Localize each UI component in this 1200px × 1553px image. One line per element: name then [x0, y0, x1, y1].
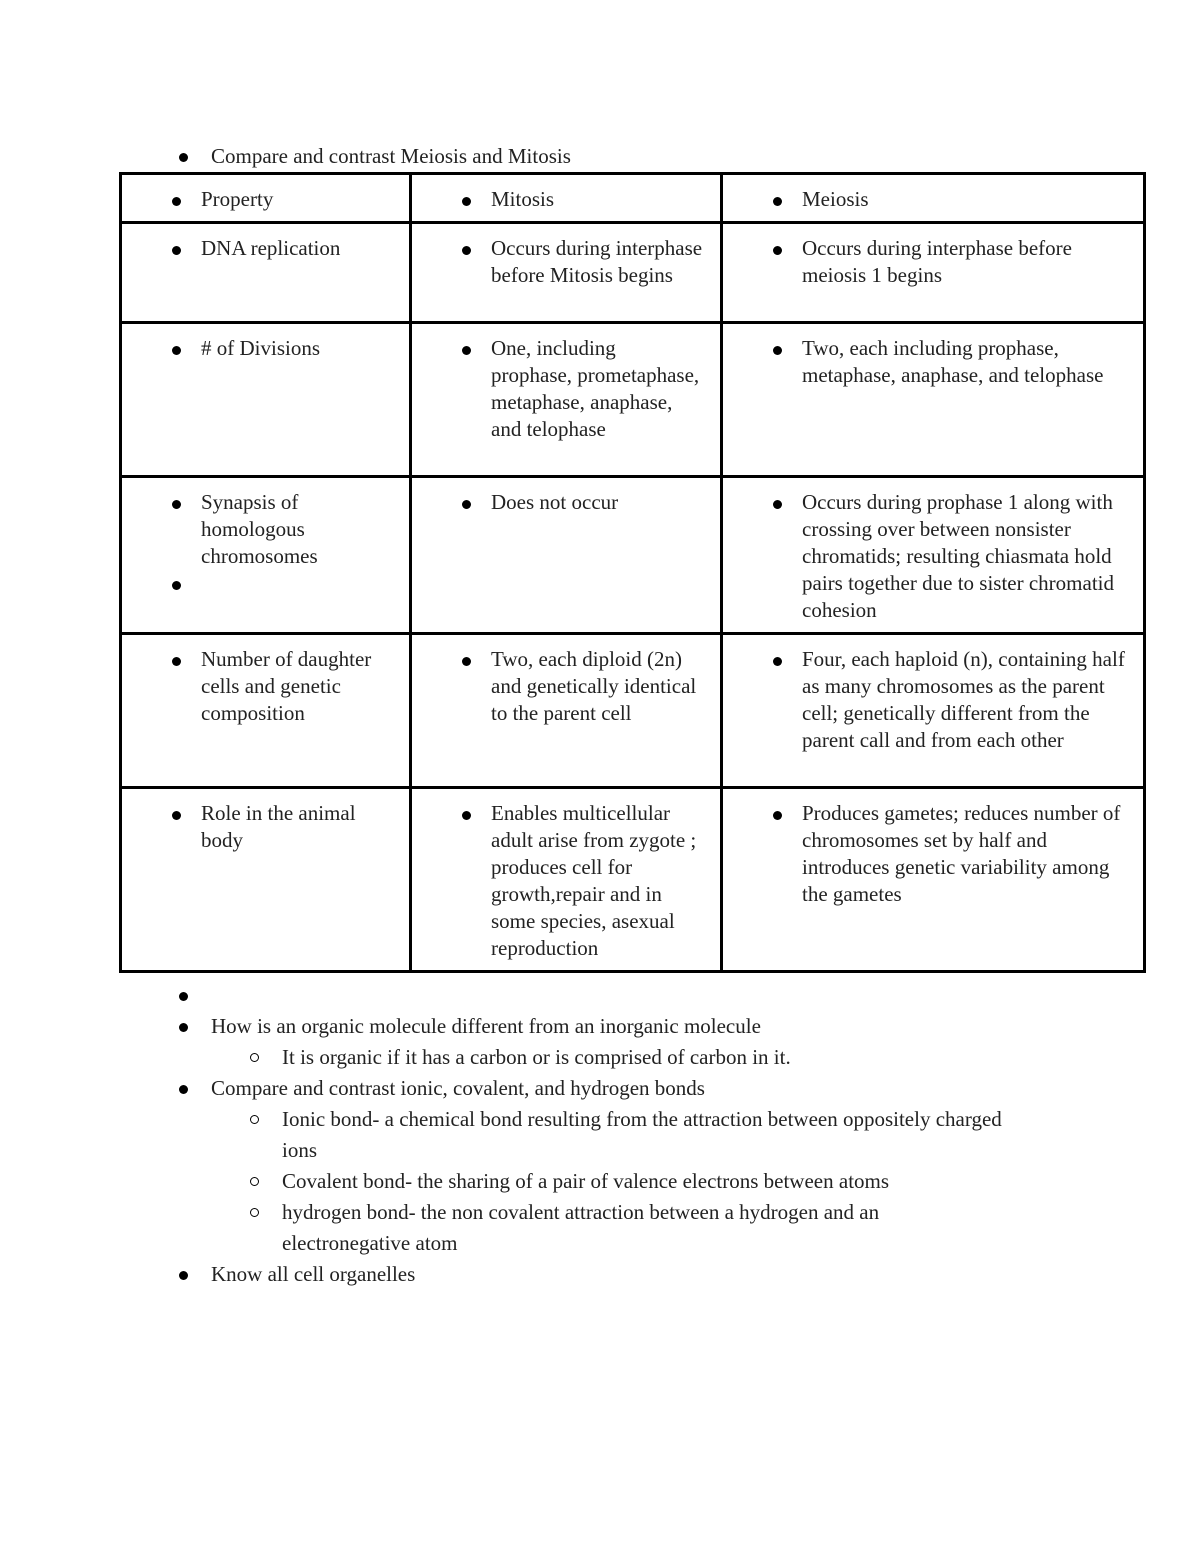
bullet-dot-icon — [172, 811, 181, 820]
header-label: Meiosis — [802, 187, 869, 211]
header-label: Property — [201, 187, 274, 211]
mitosis-cell — [411, 788, 722, 972]
bullet-dot-icon — [179, 1271, 188, 1280]
question-text: How is an organic molecule different from an inorganic molecule — [211, 1014, 761, 1038]
bullet-dot-icon — [773, 246, 782, 255]
cell-text: Number of daughter cells and genetic composition — [201, 647, 372, 725]
header-cell-property — [121, 174, 411, 223]
hollow-bullet-icon — [250, 1208, 259, 1217]
table-row — [121, 477, 1145, 634]
table-row — [121, 323, 1145, 477]
meiosis-cell — [722, 788, 1145, 972]
bullet-dot-icon — [172, 581, 181, 590]
bullet-dot-icon — [179, 153, 188, 162]
cell-text: DNA replication — [201, 236, 341, 260]
property-cell — [121, 477, 411, 634]
answer-text: Ionic bond- a chemical bond resulting from the attraction between oppositely charged ions — [282, 1107, 1002, 1162]
cell-text: Occurs during interphase before meiosis 1 begins — [802, 236, 1072, 287]
property-cell — [121, 788, 411, 972]
bullet-dot-icon — [172, 346, 181, 355]
bullet-dot-icon — [462, 811, 471, 820]
bullet-dot-icon — [172, 197, 181, 206]
bullet-dot-icon — [172, 500, 181, 509]
header-cell-mitosis — [411, 174, 722, 223]
mitosis-cell — [411, 634, 722, 788]
bullet-dot-icon — [462, 197, 471, 206]
bullet-dot-icon — [773, 197, 782, 206]
bullet-dot-icon — [462, 657, 471, 666]
mitosis-cell — [411, 223, 722, 323]
answer-text: It is organic if it has a carbon or is comprised of carbon in it. — [282, 1045, 791, 1069]
mitosis-cell — [411, 477, 722, 634]
bullet-dot-icon — [773, 657, 782, 666]
property-cell — [121, 634, 411, 788]
header-cell-meiosis — [722, 174, 1145, 223]
hollow-bullet-icon — [250, 1053, 259, 1062]
question-text: Know all cell organelles — [211, 1262, 416, 1286]
bullet-dot-icon — [462, 500, 471, 509]
table-row — [121, 223, 1145, 323]
meiosis-cell — [722, 634, 1145, 788]
cell-text: Synapsis of homologous chromosomes — [201, 490, 318, 568]
bullet-dot-icon — [462, 246, 471, 255]
hollow-bullet-icon — [250, 1115, 259, 1124]
cell-text: # of Divisions — [201, 336, 321, 360]
cell-text: Occurs during interphase before Mitosis begins — [491, 236, 703, 287]
meiosis-cell — [722, 223, 1145, 323]
meiosis-cell — [722, 477, 1145, 634]
bullet-dot-icon — [179, 992, 188, 1001]
cell-text: Enables multicellular adult arise from zygote ; produces cell for growth,repair and in some species, asexual reproduction — [491, 801, 697, 960]
property-cell — [121, 323, 411, 477]
bullet-dot-icon — [179, 1023, 188, 1032]
bullet-dot-icon — [179, 1085, 188, 1094]
header-label: Mitosis — [491, 187, 555, 211]
property-cell — [121, 223, 411, 323]
answer-text: Covalent bond- the sharing of a pair of valence electrons between atoms — [282, 1169, 890, 1193]
cell-text: Four, each haploid (n), containing half as many chromosomes as the parent cell; genetically different from the parent call and from each other — [802, 647, 1125, 752]
meiosis-cell — [722, 323, 1145, 477]
cell-text: Occurs during prophase 1 along with crossing over between nonsister chromatids; resulting chiasmata hold pairs together due to sister chromatid cohesion — [802, 490, 1114, 622]
cell-text: Two, each including prophase, metaphase, anaphase, and telophase — [802, 336, 1104, 387]
intro-bullet-text: Compare and contrast Meiosis and Mitosis — [211, 144, 571, 168]
cell-text: Role in the animal body — [201, 801, 356, 852]
cell-text: Does not occur — [491, 490, 619, 514]
bullet-dot-icon — [773, 500, 782, 509]
bullet-dot-icon — [773, 811, 782, 820]
bullet-dot-icon — [462, 346, 471, 355]
bullet-dot-icon — [172, 246, 181, 255]
cell-text: Two, each diploid (2n) and genetically identical to the parent cell — [491, 647, 697, 725]
table-row — [121, 788, 1145, 972]
cell-text: One, including prophase, prometaphase, metaphase, anaphase, and telophase — [491, 336, 700, 441]
question-text: Compare and contrast ionic, covalent, and hydrogen bonds — [211, 1076, 705, 1100]
answer-text: hydrogen bond- the non covalent attraction between a hydrogen and an electronegative atom — [282, 1200, 880, 1255]
cell-text: Produces gametes; reduces number of chromosomes set by half and introduces genetic variability among the gametes — [802, 801, 1121, 906]
hollow-bullet-icon — [250, 1177, 259, 1186]
mitosis-cell — [411, 323, 722, 477]
bullet-dot-icon — [773, 346, 782, 355]
comparison-table — [119, 172, 1146, 973]
bullet-dot-icon — [172, 657, 181, 666]
table-header-row — [121, 174, 1145, 223]
table-row — [121, 634, 1145, 788]
